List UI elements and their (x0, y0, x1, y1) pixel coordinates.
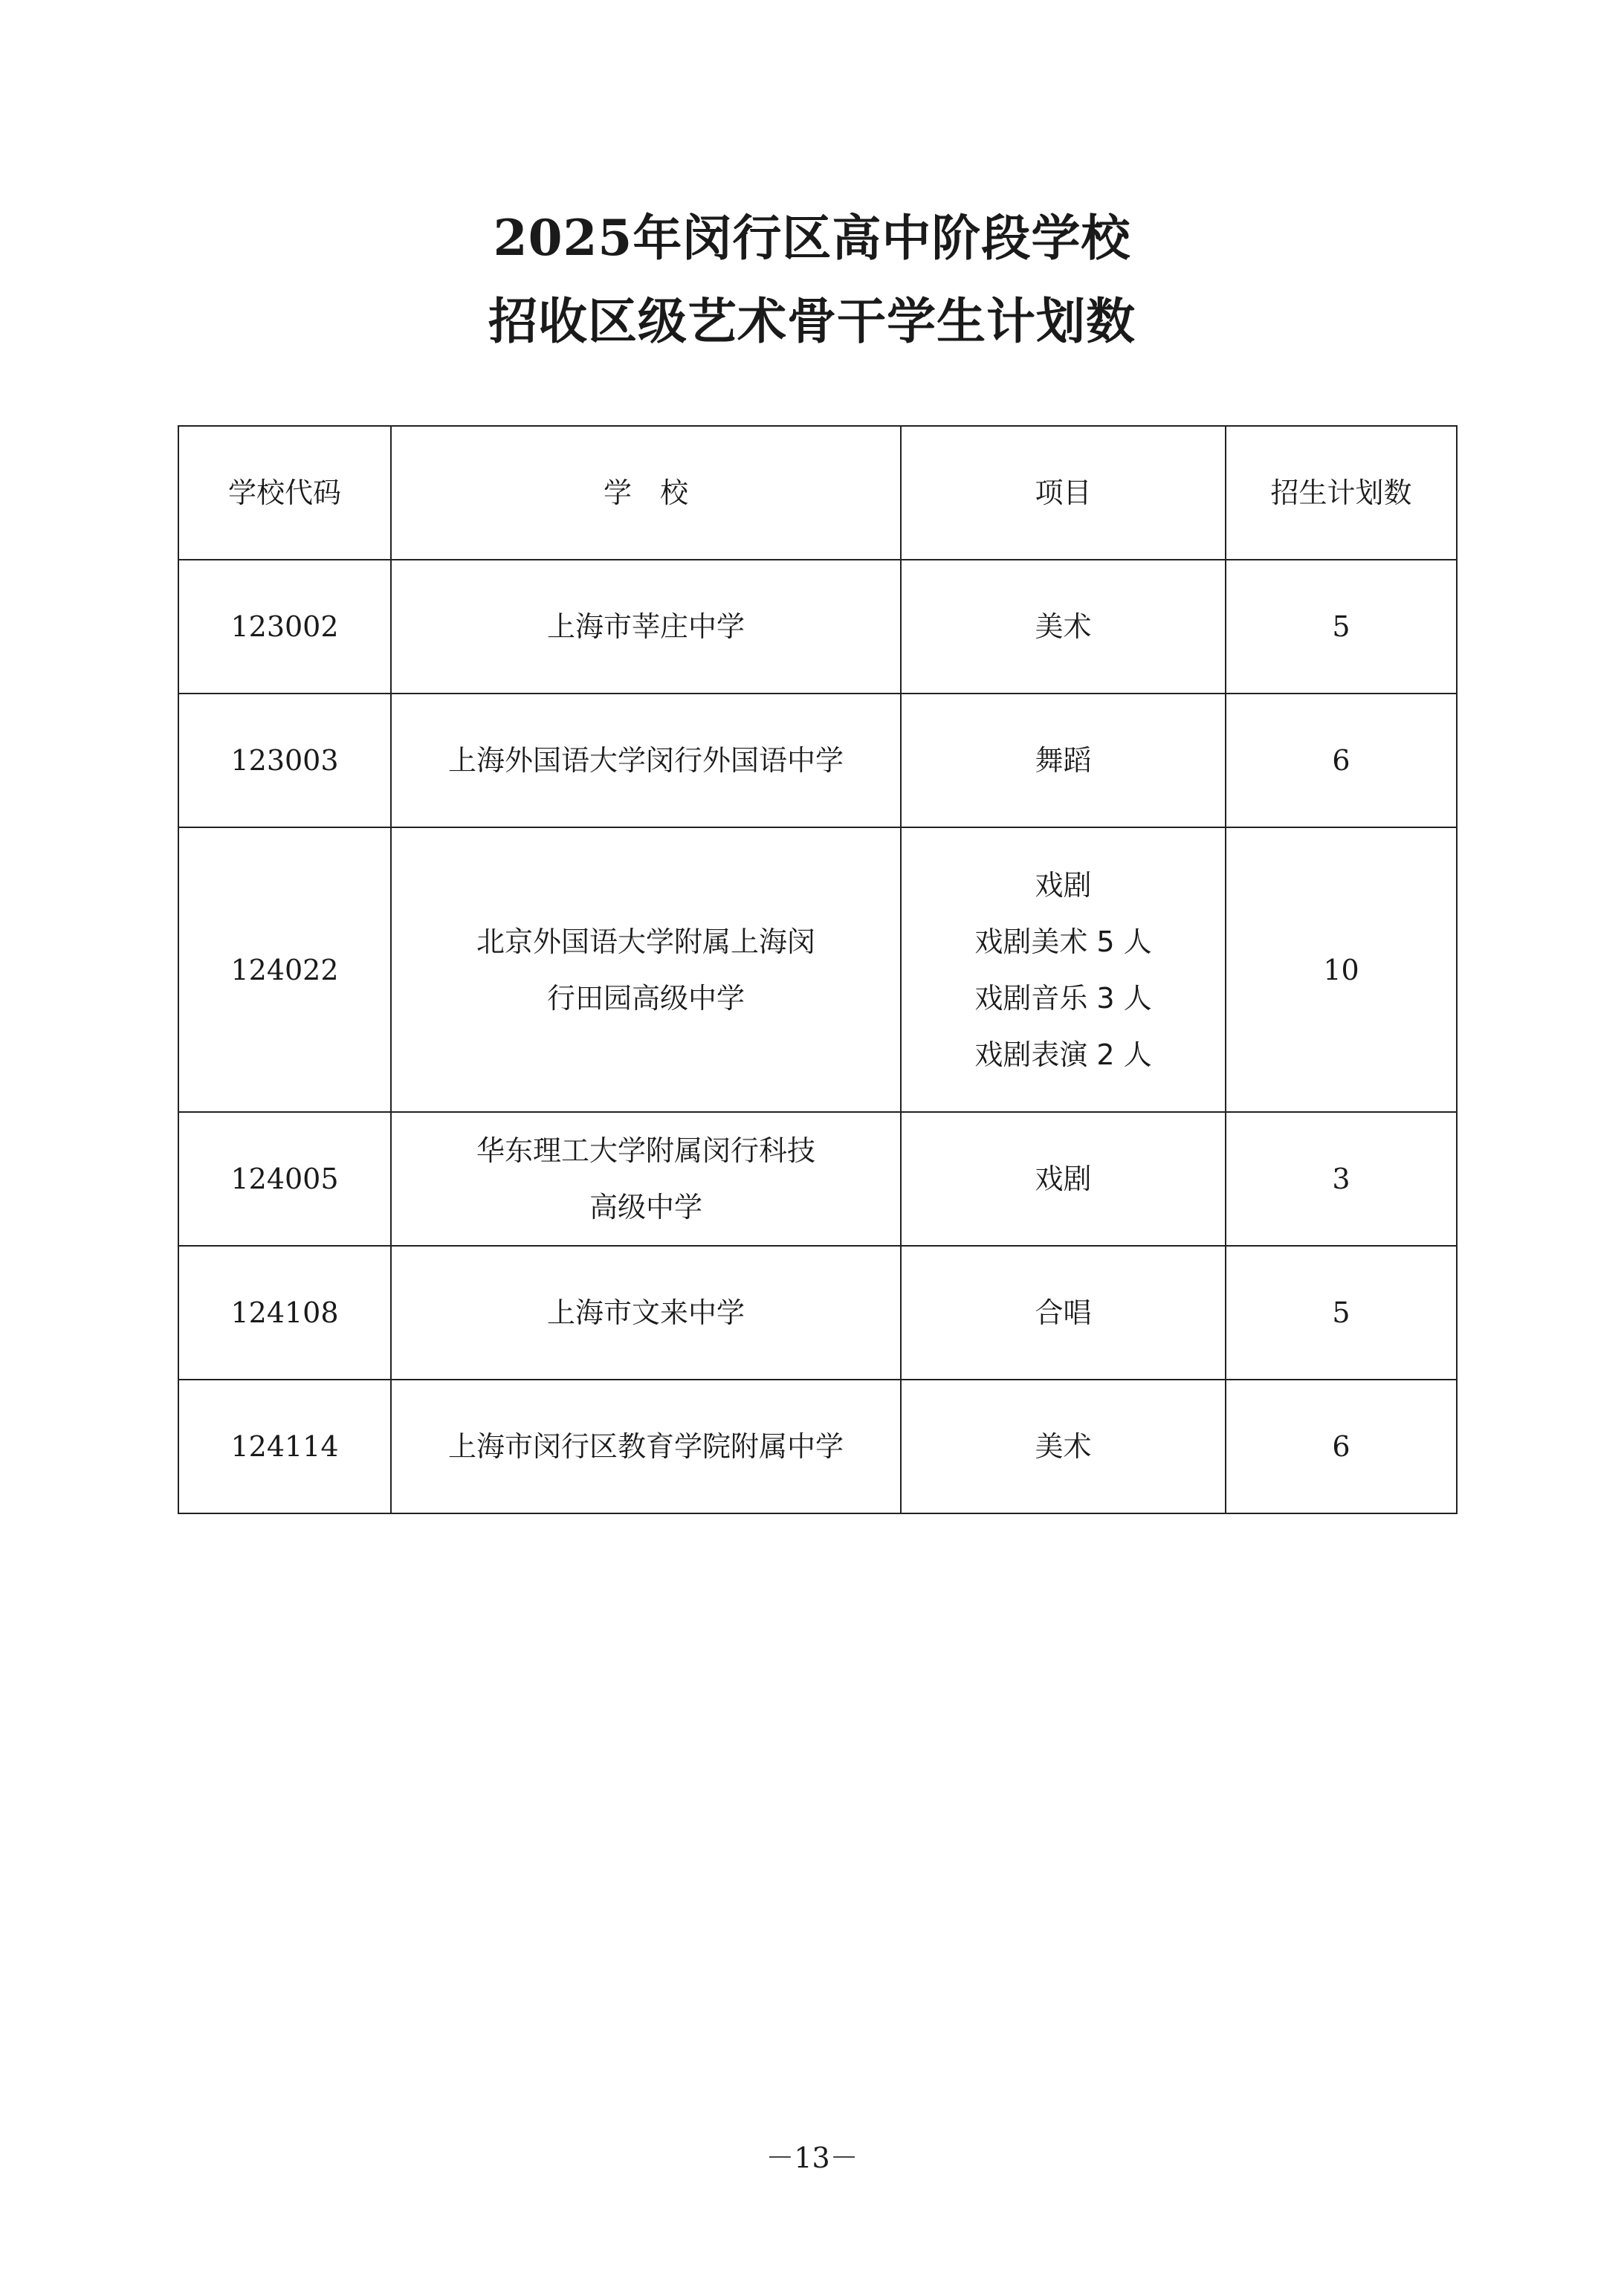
table-row (178, 1380, 1457, 1513)
cell-quota: 5 (1226, 1246, 1457, 1380)
school-name-line: 北京外国语大学附属上海闵 (476, 925, 815, 958)
header-project: 项目 (901, 426, 1226, 560)
cell-school (391, 1246, 901, 1380)
project-line: 戏剧美术 5 人 (974, 925, 1152, 958)
cell-project (901, 1112, 1226, 1246)
table-row (178, 694, 1457, 827)
cell-project (901, 694, 1226, 827)
cell-quota: 6 (1226, 1380, 1457, 1513)
cell-project (901, 1246, 1226, 1380)
table-row (178, 1112, 1457, 1246)
header-quota: 招生计划数 (1226, 426, 1457, 560)
cell-school-code: 124005 (178, 1112, 391, 1246)
school-name-line: 华东理工大学附属闵行科技 (476, 1134, 815, 1167)
school-name-line: 上海市文来中学 (546, 1296, 745, 1329)
project-line: 合唱 (1035, 1296, 1092, 1329)
cell-quota: 3 (1226, 1112, 1457, 1246)
school-name-line: 行田园高级中学 (546, 981, 745, 1015)
table-row (178, 560, 1457, 694)
table-header-row (178, 426, 1457, 560)
cell-school (391, 1112, 901, 1246)
project-line: 戏剧音乐 3 人 (974, 981, 1152, 1015)
table-row (178, 827, 1457, 1112)
cell-school (391, 827, 901, 1112)
header-school: 学 校 (391, 426, 901, 560)
cell-project (901, 827, 1226, 1112)
cell-project (901, 560, 1226, 694)
cell-quota: 10 (1226, 827, 1457, 1112)
school-name-line: 上海外国语大学闵行外国语中学 (447, 744, 844, 777)
title-line-1: 2025年闵行区高中阶段学校 (493, 209, 1131, 267)
school-name-line: 上海市莘庄中学 (546, 610, 745, 643)
cell-school-code: 123003 (178, 694, 391, 827)
project-line: 戏剧 (1035, 868, 1092, 902)
project-line: 舞蹈 (1035, 744, 1092, 777)
cell-school-code: 123002 (178, 560, 391, 694)
project-line: 戏剧 (1035, 1163, 1092, 1195)
table-body (178, 560, 1457, 1513)
cell-school-code: 124108 (178, 1246, 391, 1380)
enrollment-plan-table (178, 425, 1458, 1514)
cell-school (391, 694, 901, 827)
project-line: 戏剧表演 2 人 (974, 1038, 1152, 1071)
cell-project (901, 1380, 1226, 1513)
table-row (178, 1246, 1457, 1380)
cell-school-code: 124114 (178, 1380, 391, 1513)
project-line: 美术 (1035, 1430, 1092, 1463)
cell-quota: 6 (1226, 694, 1457, 827)
document-title (0, 196, 1624, 363)
cell-school (391, 560, 901, 694)
school-name-line: 高级中学 (589, 1191, 702, 1224)
header-school-code: 学校代码 (178, 426, 391, 560)
cell-school-code: 124022 (178, 827, 391, 1112)
cell-school (391, 1380, 901, 1513)
school-name-line: 上海市闵行区教育学院附属中学 (447, 1430, 844, 1463)
cell-quota: 5 (1226, 560, 1457, 694)
page-number: －13－ (766, 2142, 858, 2174)
project-line: 美术 (1035, 610, 1092, 643)
title-line-2: 招收区级艺术骨干学生计划数 (488, 292, 1136, 350)
